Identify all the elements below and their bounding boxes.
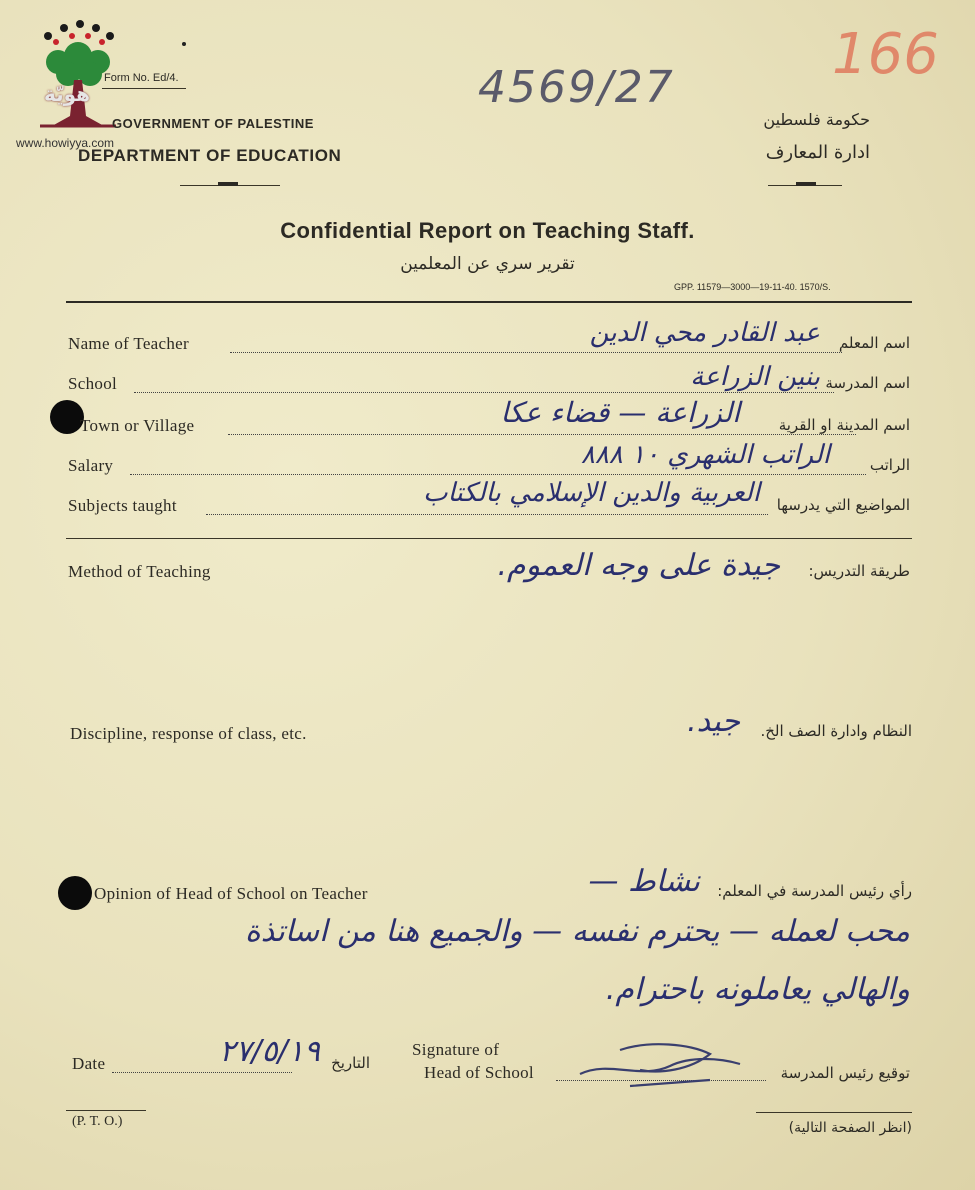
salary-value: الراتب الشهري ١٠ ٨٨٨ [580, 440, 830, 470]
print-code: GPP. 11579—3000—19-11-40. 1570/S. [674, 282, 831, 292]
subjects-value: العربية والدين الإسلامي بالكتاب [423, 478, 760, 508]
date-label-ar: التاريخ [331, 1054, 370, 1072]
file-number-handwritten: 4569/27 [478, 62, 675, 113]
salary-label: Salary [68, 456, 114, 475]
opinion-value-line3: والهالي يعاملونه باحترام. [605, 972, 910, 1007]
punch-hole [58, 876, 92, 910]
opinion-label-ar: رأي رئيس المدرسة في المعلم: [717, 882, 912, 900]
pto-en: (P. T. O.) [72, 1114, 123, 1129]
school-value: بنين الزراعة [690, 362, 820, 392]
method-value: جيدة على وجه العموم. [497, 548, 780, 583]
town-label: Town or Village [80, 416, 195, 435]
signature-label-ar: توقيع رئيس المدرسة [780, 1064, 910, 1082]
town-value: الزراعة — قضاء عكا [500, 396, 740, 429]
method-label-ar: طريقة التدريس: [808, 562, 910, 580]
report-title-ar: تقرير سري عن المعلمين [400, 254, 575, 274]
salary-label-ar: الراتب [869, 456, 910, 474]
opinion-value-line2: محب لعمله — يحترم نفسه — والجميع هنا من اساتذة [245, 914, 910, 949]
school-label: School [68, 374, 118, 393]
department-title-en: DEPARTMENT OF EDUCATION [78, 146, 342, 165]
watermark-brand: هويّة [44, 82, 91, 106]
subjects-label-ar: المواضيع التي يدرسها [776, 496, 910, 514]
signature-label-2: Head of School [424, 1063, 534, 1082]
discipline-label: Discipline, response of class, etc. [70, 724, 307, 743]
school-label-ar: اسم المدرسة [825, 374, 910, 392]
date-value: ٢٧/٥/١٩ [219, 1034, 320, 1069]
discipline-label-ar: النظام وادارة الصف الخ. [760, 722, 912, 740]
discipline-value: جيد. [687, 704, 740, 739]
government-title-en: GOVERNMENT OF PALESTINE [112, 116, 314, 131]
date-label: Date [72, 1054, 106, 1073]
teacher-name-label: Name of Teacher [68, 334, 189, 353]
page-number-handwritten: 166 [832, 22, 939, 87]
report-title-en: Confidential Report on Teaching Staff. [280, 218, 695, 243]
teacher-name-label-ar: اسم المعلم [838, 334, 910, 352]
punch-hole [50, 400, 84, 434]
town-label-ar: اسم المدينة او القرية [778, 416, 910, 434]
watermark-site: www.howiyya.com [16, 136, 115, 150]
department-title-ar: ادارة المعارف [765, 142, 870, 163]
method-label: Method of Teaching [68, 562, 211, 581]
ink-dot [182, 42, 186, 46]
pto-ar: (انظر الصفحة التالية) [788, 1120, 912, 1136]
opinion-label: Opinion of Head of School on Teacher [94, 884, 368, 903]
form-number: Form No. Ed/4. [104, 72, 179, 84]
opinion-value-line1: نشاط — [588, 864, 700, 899]
head-signature-icon [570, 1030, 750, 1100]
subjects-label: Subjects taught [68, 496, 177, 515]
signature-label-1: Signature of [412, 1040, 500, 1059]
teacher-name-value: عبد القادر محي الدين [589, 318, 820, 348]
government-title-ar: حكومة فلسطين [763, 110, 870, 129]
